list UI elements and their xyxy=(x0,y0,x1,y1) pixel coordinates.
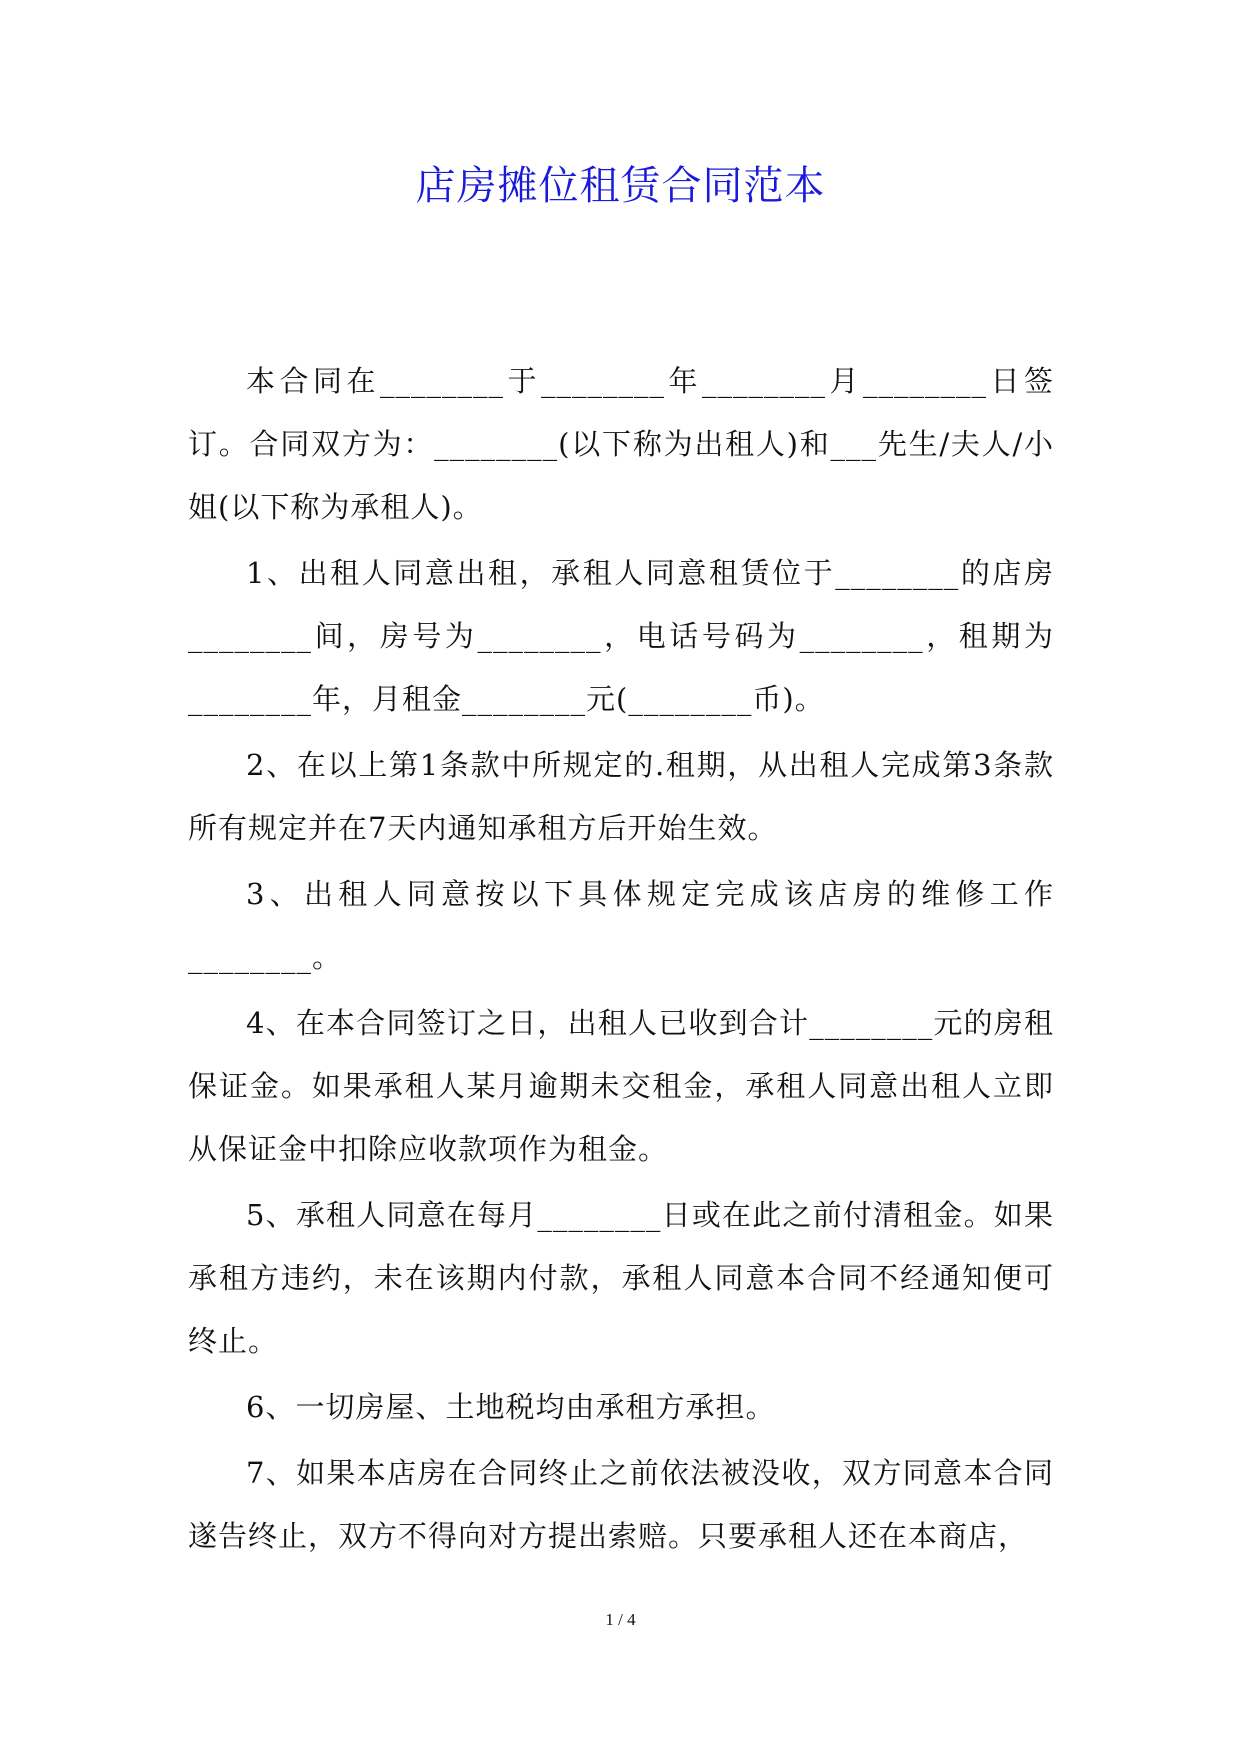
paragraph-preamble: 本合同在________于________年________月________日签订。合同双方为：________(以下称为出租人)和___先生/夫人/小姐(以下称为承租人)。 xyxy=(188,364,1054,524)
paragraph-clause-2: 2、在以上第1条款中所规定的.租期，从出租人完成第3条款所有规定并在7天内通知承租方后开始生效。 xyxy=(188,748,1054,845)
contract-body xyxy=(188,350,1054,1571)
paragraph-clause-1: 1、出租人同意出租，承租人同意租赁位于________的店房________间，房号为________，电话号码为________，租期为________年，月租金________元(________币)。 xyxy=(188,556,1054,716)
paragraph-clause-5: 5、承租人同意在每月________日或在此之前付清租金。如果承租方违约，未在该期内付款，承租人同意本合同不经通知便可终止。 xyxy=(188,1198,1054,1358)
document-title: 店房摊位租赁合同范本 xyxy=(415,163,826,209)
paragraph-clause-6: 6、一切房屋、土地税均由承租方承担。 xyxy=(246,1390,776,1424)
page-number: 1 / 4 xyxy=(605,1610,636,1629)
paragraph-clause-3: 3、出租人同意按以下具体规定完成该店房的维修工作________。 xyxy=(188,877,1054,974)
paragraph-clause-7: 7、如果本店房在合同终止之前依法被没收，双方同意本合同遂告终止，双方不得向对方提出索赔。只要承租人还在本商店， xyxy=(188,1456,1054,1553)
paragraph-clause-4: 4、在本合同签订之日，出租人已收到合计________元的房租保证金。如果承租人某月逾期未交租金，承租人同意出租人立即从保证金中扣除应收款项作为租金。 xyxy=(188,1006,1054,1166)
